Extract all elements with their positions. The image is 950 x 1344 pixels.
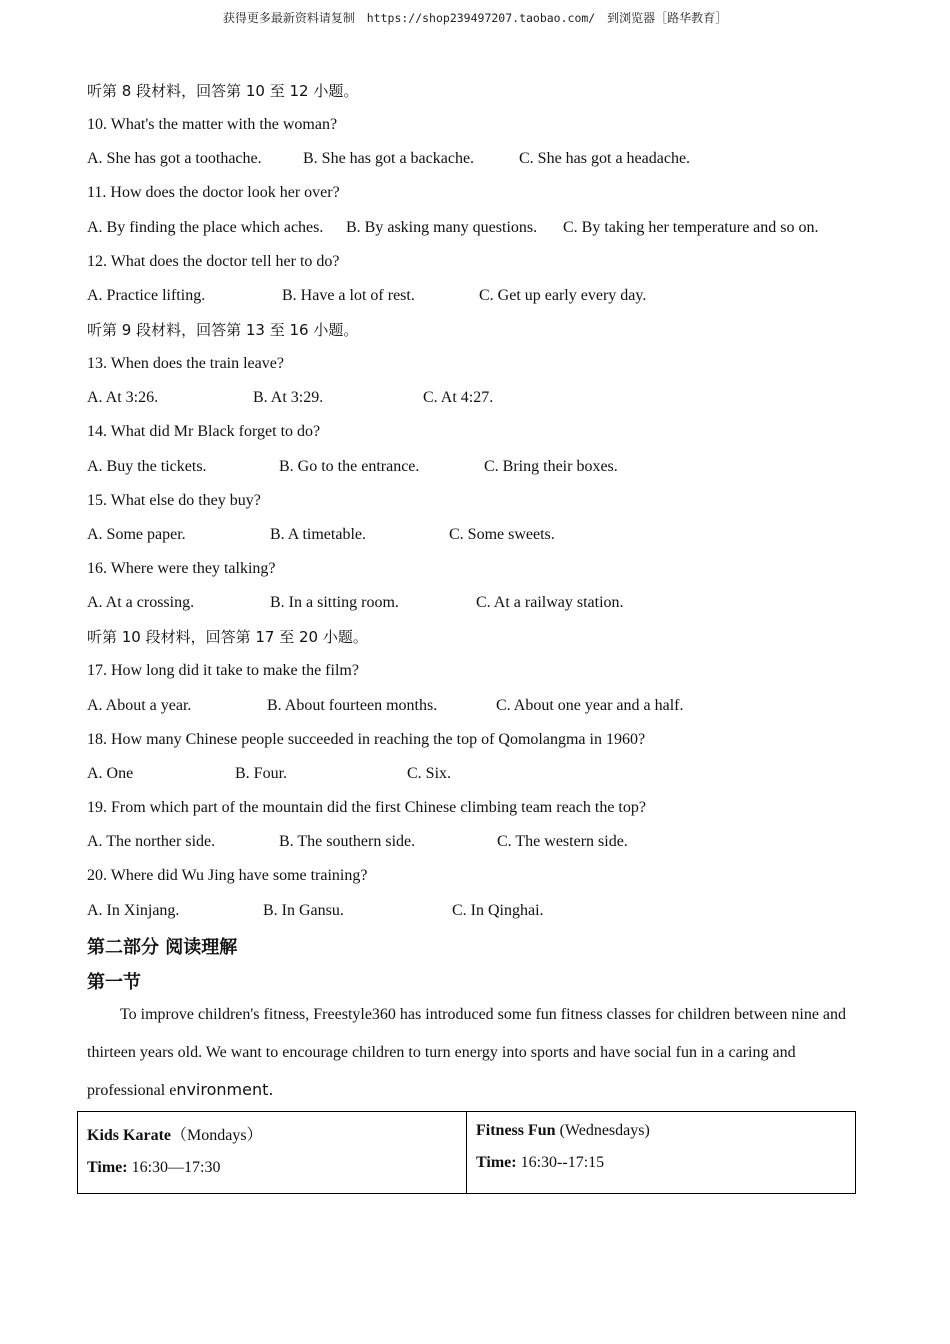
question-14: 14. What did Mr Black forget to do?: [87, 423, 321, 440]
fitness-fun-name: Fitness Fun: [476, 1122, 556, 1139]
q20-option-b: B. In Gansu.: [263, 902, 344, 919]
q11-option-b: B. By asking many questions.: [346, 219, 538, 236]
q14-option-b: B. Go to the entrance.: [279, 458, 420, 475]
fitness-fun-day: (Wednesdays): [555, 1122, 650, 1139]
q11-option-c: C. By taking her temperature and so on.: [563, 219, 819, 236]
q14-option-c: C. Bring their boxes.: [484, 458, 618, 475]
q12-option-c: C. Get up early every day.: [479, 287, 647, 304]
q17-option-a: A. About a year.: [87, 697, 192, 714]
question-10: 10. What's the matter with the woman?: [87, 116, 338, 133]
question-11: 11. How does the doctor look her over?: [87, 184, 340, 201]
q16-option-a: A. At a crossing.: [87, 594, 195, 611]
q11-option-a: A. By finding the place which aches.: [87, 219, 324, 236]
q15-option-b: B. A timetable.: [270, 526, 366, 543]
reading-paragraph-main: To improve children's fitness, Freestyle360 has introduced some fun fitness classes for children between nine and thirteen years old. We want to encourage children to turn energy into sports and have social fun in a caring and professional e: [87, 1006, 847, 1099]
header-right-text: 到浏览器［路华教育］: [607, 11, 728, 25]
reading-paragraph-tail: nvironment.: [176, 1080, 274, 1099]
q17-option-c: C. About one year and a half.: [496, 697, 684, 714]
q12-option-a: A. Practice lifting.: [87, 287, 206, 304]
q19-option-a: A. The norther side.: [87, 833, 216, 850]
question-17: 17. How long did it take to make the film?: [87, 662, 359, 679]
header-left-text: 获得更多最新资料请复制: [222, 11, 355, 25]
q18-option-a: A. One: [87, 765, 134, 782]
question-19: 19. From which part of the mountain did the first Chinese climbing team reach the top?: [87, 799, 646, 816]
question-15: 15. What else do they buy?: [87, 492, 261, 509]
q13-option-a: A. At 3:26.: [87, 389, 159, 406]
q20-option-c: C. In Qinghai.: [452, 902, 544, 919]
q10-option-a: A. She has got a toothache.: [87, 150, 262, 167]
q15-option-c: C. Some sweets.: [449, 526, 555, 543]
part-2-title: 第二部分 阅读理解: [87, 937, 238, 958]
q10-option-b: B. She has got a backache.: [303, 150, 475, 167]
q12-option-b: B. Have a lot of rest.: [282, 287, 415, 304]
fitness-fun-time: 16:30--17:15: [520, 1154, 605, 1171]
q18-option-c: C. Six.: [407, 765, 452, 782]
q10-option-c: C. She has got a headache.: [519, 150, 691, 167]
question-18: 18. How many Chinese people succeeded in reaching the top of Qomolangma in 1960?: [87, 731, 646, 748]
q17-option-b: B. About fourteen months.: [267, 697, 438, 714]
q19-option-c: C. The western side.: [497, 833, 628, 850]
question-13: 13. When does the train leave?: [87, 355, 284, 372]
q13-option-b: B. At 3:29.: [253, 389, 324, 406]
question-12: 12. What does the doctor tell her to do?: [87, 253, 340, 270]
fitness-fun-cell: [467, 1112, 856, 1194]
section-1-title: 第一节: [87, 972, 141, 993]
q14-option-a: A. Buy the tickets.: [87, 458, 207, 475]
reading-paragraph: [87, 996, 862, 1110]
fitness-fun-time-label: Time:: [476, 1154, 517, 1171]
kids-karate-cell: [78, 1112, 467, 1194]
q18-option-b: B. Four.: [235, 765, 288, 782]
q16-option-c: C. At a railway station.: [476, 594, 624, 611]
class-schedule-table: [77, 1111, 856, 1194]
q15-option-a: A. Some paper.: [87, 526, 186, 543]
kids-karate-time-label: Time:: [87, 1159, 128, 1176]
page-header: [0, 9, 950, 26]
question-16: 16. Where were they talking?: [87, 560, 276, 577]
kids-karate-name: Kids Karate: [87, 1127, 171, 1144]
q20-option-a: A. In Xinjang.: [87, 902, 180, 919]
header-url[interactable]: https://shop239497207.taobao.com/: [366, 11, 596, 25]
kids-karate-time: 16:30—17:30: [131, 1159, 221, 1176]
section-10-instruction: 听第 10 段材料，回答第 17 至 20 小题。: [87, 628, 368, 646]
section-8-instruction: 听第 8 段材料，回答第 10 至 12 小题。: [87, 82, 359, 100]
q13-option-c: C. At 4:27.: [423, 389, 494, 406]
kids-karate-day: （Mondays）: [171, 1127, 263, 1144]
question-20: 20. Where did Wu Jing have some training?: [87, 867, 368, 884]
q19-option-b: B. The southern side.: [279, 833, 416, 850]
section-9-instruction: 听第 9 段材料，回答第 13 至 16 小题。: [87, 321, 359, 339]
q16-option-b: B. In a sitting room.: [270, 594, 399, 611]
